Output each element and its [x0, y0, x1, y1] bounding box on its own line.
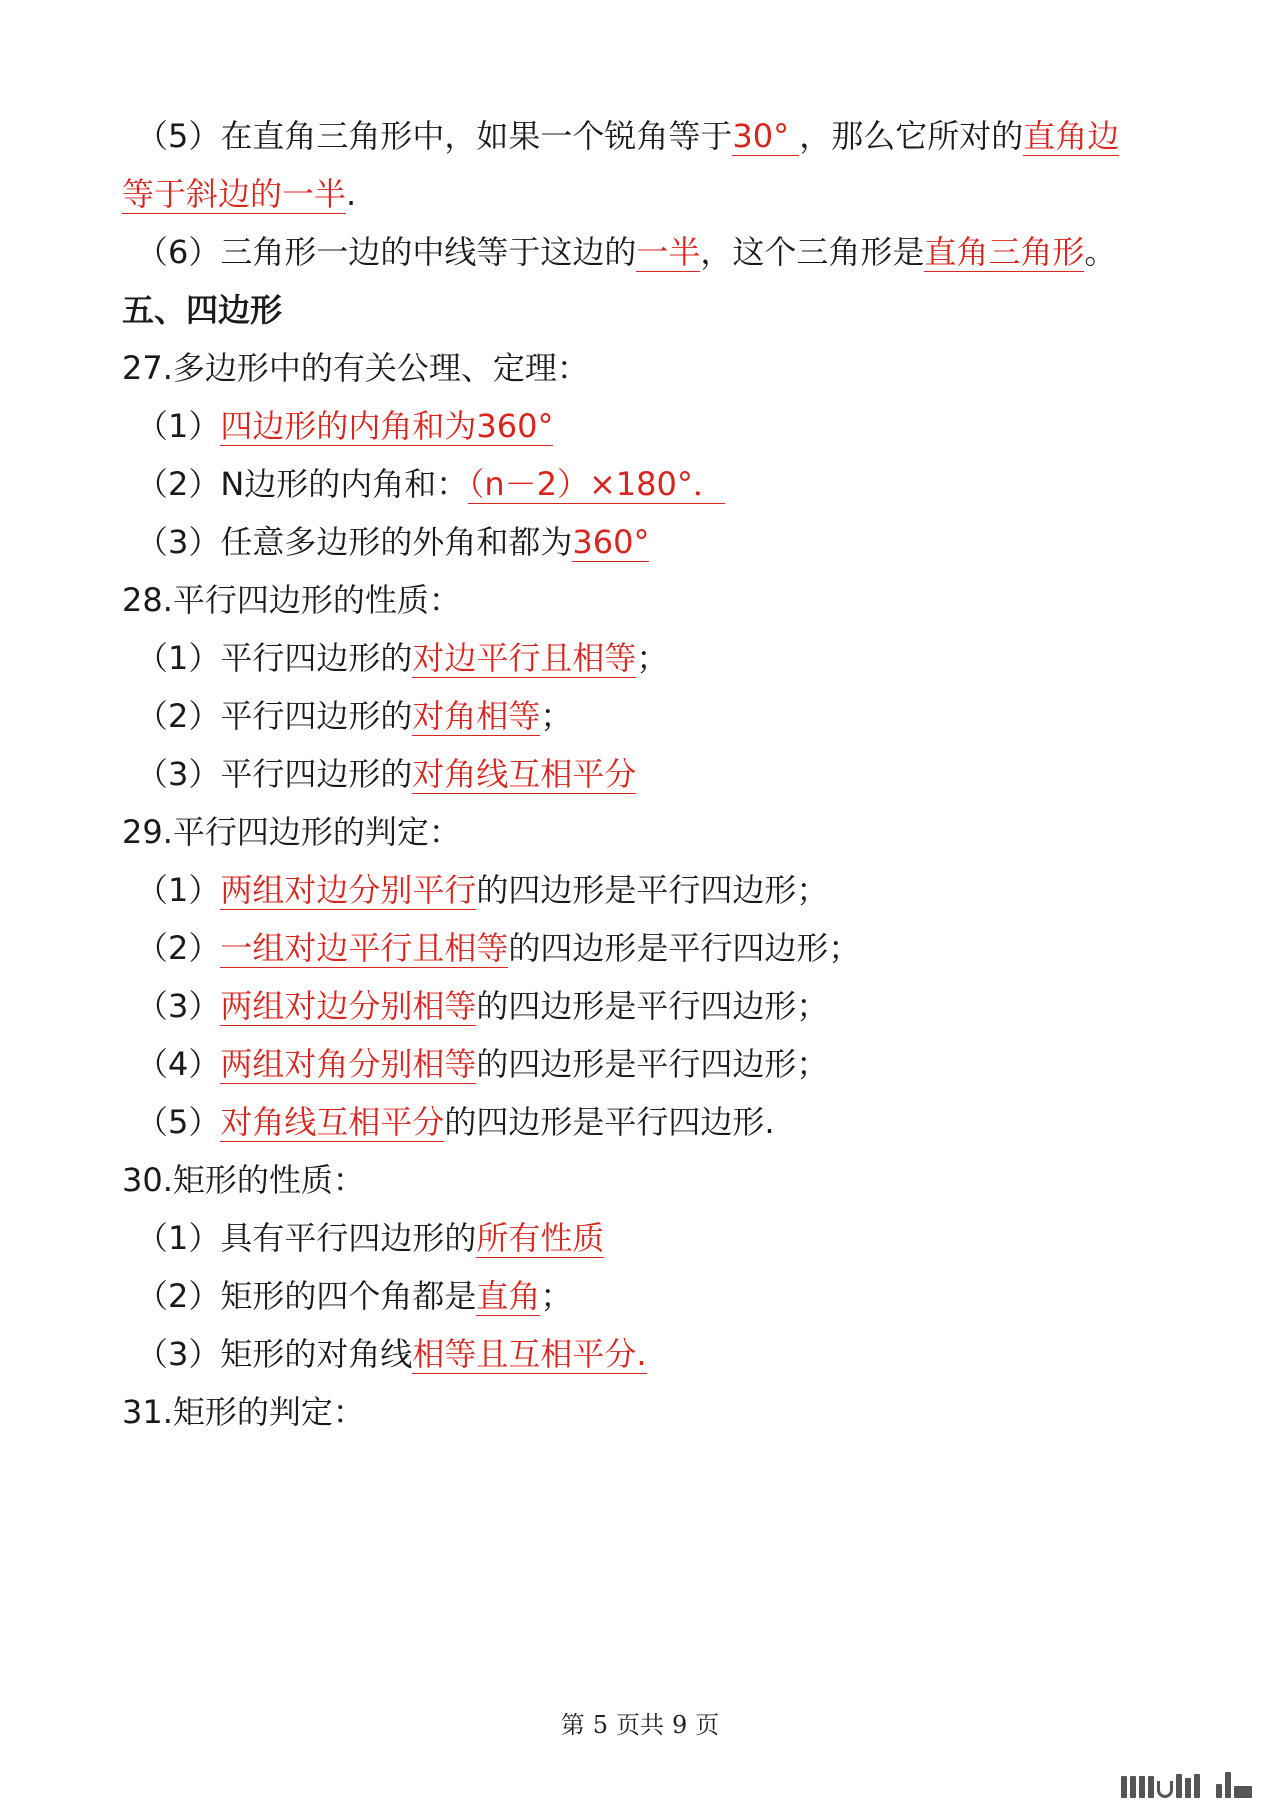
answer-blank: 两组对边分别平行: [220, 871, 477, 909]
answer-blank: 所有性质: [476, 1219, 605, 1257]
line-text: 。: [1084, 233, 1117, 271]
line-text: 29.平行四边形的判定：: [122, 813, 461, 851]
line-text: ；: [540, 697, 573, 735]
answer-blank: 360°: [572, 523, 650, 561]
line-text: 27.多边形中的有关公理、定理：: [122, 349, 589, 387]
text-line: [136, 520, 1280, 564]
line-text: ；: [636, 639, 669, 677]
line-text: （4）: [136, 1045, 221, 1083]
answer-blank: （n－2）×180°．: [468, 465, 725, 503]
text-line: [122, 1390, 1280, 1434]
text-line: [122, 578, 1280, 622]
answer-blank: 对角线互相平分: [412, 755, 637, 793]
footer-prefix: 第: [560, 1711, 585, 1739]
answer-blank: 30°: [732, 117, 800, 155]
text-line: [136, 1042, 1280, 1086]
line-text: ；: [540, 1277, 573, 1315]
line-text: （3）任意多边形的外角和都为: [136, 523, 573, 561]
line-text: 28.平行四边形的性质：: [122, 581, 461, 619]
text-line: [136, 984, 1280, 1028]
line-text: （6）三角形一边的中线等于这边的: [136, 233, 637, 271]
watermark-logo: [1121, 1768, 1252, 1798]
line-text: 的四边形是平行四边形；: [476, 987, 829, 1025]
footer-suffix: 页: [695, 1711, 720, 1739]
line-text: （5）: [136, 1103, 221, 1141]
answer-blank: 直角边: [1023, 117, 1120, 155]
footer-middle: 页共: [616, 1711, 664, 1739]
line-text: （2）N边形的内角和：: [136, 465, 469, 503]
line-text: （3）矩形的对角线: [136, 1335, 413, 1373]
text-line: [136, 1332, 1280, 1376]
text-line: [136, 1100, 1280, 1144]
text-line: [122, 346, 1280, 390]
answer-blank: 一组对边平行且相等: [220, 929, 509, 967]
footer-total-pages: 9: [672, 1711, 688, 1739]
line-text: 的四边形是平行四边形；: [476, 871, 829, 909]
line-text: 31.矩形的判定：: [122, 1393, 365, 1431]
section-heading: [122, 288, 1280, 332]
text-line: [122, 172, 1280, 216]
answer-blank: 四边形的内角和为360°: [220, 407, 554, 445]
answer-blank: 相等且互相平分.: [412, 1335, 647, 1373]
answer-blank: 两组对边分别相等: [220, 987, 477, 1025]
line-text: （3）平行四边形的: [136, 755, 413, 793]
text-line: [136, 114, 1280, 158]
line-text: （1）具有平行四边形的: [136, 1219, 477, 1257]
line-text: （3）: [136, 987, 221, 1025]
text-line: [136, 404, 1280, 448]
line-text: （2）: [136, 929, 221, 967]
line-text: ，那么它所对的: [799, 117, 1024, 155]
line-text: （1）: [136, 871, 221, 909]
line-text: 的四边形是平行四边形.: [444, 1103, 775, 1141]
footer-page-number: 5: [592, 1711, 608, 1739]
text-line: [136, 1216, 1280, 1260]
text-line: [136, 230, 1280, 274]
answer-blank: 一半: [636, 233, 701, 271]
answer-blank: 对角线互相平分: [220, 1103, 445, 1141]
line-text: （1）: [136, 407, 221, 445]
text-line: [122, 1158, 1280, 1202]
line-text: 的四边形是平行四边形；: [476, 1045, 829, 1083]
heading-text: 五、四边形: [122, 291, 283, 329]
text-line: [136, 752, 1280, 796]
answer-blank: 等于斜边的一半: [122, 175, 347, 213]
line-text: ，这个三角形是: [700, 233, 925, 271]
text-line: [136, 1274, 1280, 1318]
line-text: （1）平行四边形的: [136, 639, 413, 677]
text-line: [136, 462, 1280, 506]
line-text: （2）矩形的四个角都是: [136, 1277, 477, 1315]
answer-blank: 对角相等: [412, 697, 541, 735]
text-line: [136, 926, 1280, 970]
text-line: [122, 810, 1280, 854]
line-text: （5）在直角三角形中，如果一个锐角等于: [136, 117, 733, 155]
line-text: 30.矩形的性质：: [122, 1161, 365, 1199]
answer-blank: 直角: [476, 1277, 541, 1315]
line-text: （2）平行四边形的: [136, 697, 413, 735]
line-text: 的四边形是平行四边形；: [508, 929, 861, 967]
answer-blank: 对边平行且相等: [412, 639, 637, 677]
answer-blank: 两组对角分别相等: [220, 1045, 477, 1083]
page-footer: [0, 1705, 1280, 1740]
line-text: .: [346, 175, 357, 213]
text-line: [136, 868, 1280, 912]
text-line: [136, 636, 1280, 680]
text-line: [136, 694, 1280, 738]
answer-blank: 直角三角形: [924, 233, 1085, 271]
